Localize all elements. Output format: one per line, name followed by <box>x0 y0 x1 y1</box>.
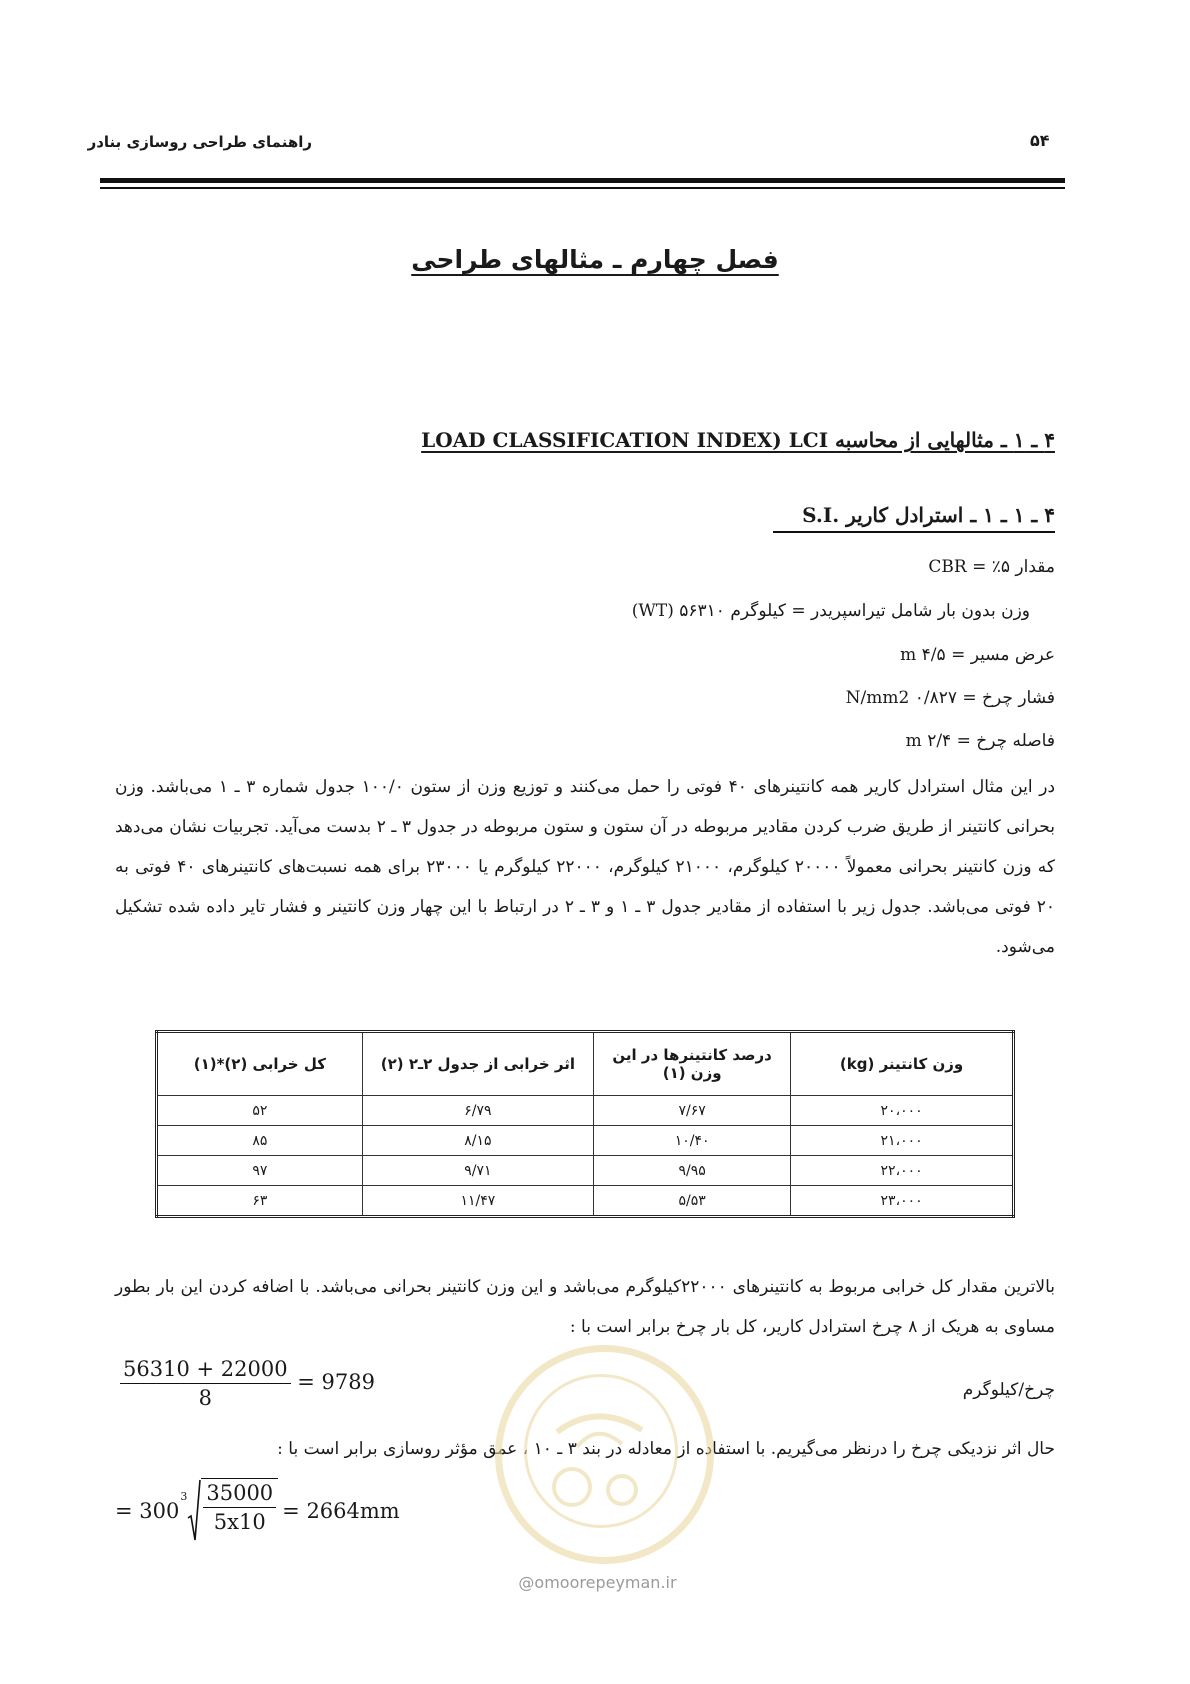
formula-depth-fraction <box>203 1481 276 1534</box>
section-title <box>421 428 1055 452</box>
table-cell: ۲۲،۰۰۰ <box>791 1156 1014 1186</box>
formula-depth-prefix: = 300 <box>115 1499 180 1523</box>
table-header-percent: درصد کانتینرها در این وزن (۱) <box>594 1032 791 1096</box>
param-wheel-spacing: فاصله چرخ = ۲/۴ m <box>905 731 1055 751</box>
page-number: ۵۴ <box>1030 131 1050 150</box>
formula-wheel-load-fraction <box>120 1357 291 1410</box>
table-cell: ۵۲ <box>157 1096 363 1126</box>
param-cbr: مقدار CBR = ٪۵ <box>928 557 1055 577</box>
table-cell: ۶۳ <box>157 1186 363 1217</box>
section-title-fa: ۴ ـ ۱ ـ مثالهایی از محاسبه <box>835 428 1055 452</box>
subsection-underline <box>773 531 1055 533</box>
table-header-damage-effect: اثر خرابی از جدول ۲ـ۲ (۲) <box>362 1032 593 1096</box>
table-row <box>157 1156 1014 1186</box>
formula-depth-result: = 2664mm <box>282 1499 400 1523</box>
table-row <box>157 1096 1014 1126</box>
formula-wheel-load <box>120 1357 375 1410</box>
body-paragraph-3: حال اثر نزدیکی چرخ را درنظر می‌گیریم. با استفاده از معادله در بند ۳ ـ ۱۰ ، عمق مؤثر روسازی برابر است با : <box>277 1439 1055 1459</box>
table-cell: ۹/۷۱ <box>362 1156 593 1186</box>
watermark-seal-icon <box>495 1345 714 1564</box>
subsection-title-en: S.I. <box>802 503 840 527</box>
formula-radical <box>187 1478 278 1544</box>
table-cell: ۲۰،۰۰۰ <box>791 1096 1014 1126</box>
param-track-width: عرض مسیر = ۴/۵ m <box>900 645 1055 665</box>
watermark-url: @omoorepeyman.ir <box>518 1573 677 1592</box>
formula-wheel-load-unit: چرخ/کیلوگرم <box>962 1380 1055 1400</box>
table-cell: ۲۱،۰۰۰ <box>791 1126 1014 1156</box>
table-cell: ۹/۹۵ <box>594 1156 791 1186</box>
table-cell: ۸۵ <box>157 1126 363 1156</box>
table-header-row <box>157 1032 1014 1096</box>
subsection-title <box>802 503 1055 527</box>
formula-root-index: 3 <box>180 1490 188 1503</box>
table-cell: ۷/۶۷ <box>594 1096 791 1126</box>
table-header-total-damage: کل خرابی (۲)*(۱) <box>157 1032 363 1096</box>
body-paragraph-1: در این مثال استرادل کاریر همه کانتینرهای ۴۰ فوتی را حمل می‌کنند و توزیع وزن از ستون ۱۰۰/۰ جدول شماره ۳ ـ ۱ می‌باشد. وزن بحرانی کانتینر از طریق ضرب کردن مقادیر مربوطه در آن ستون و ستون مربوطه در جدول ۳ ـ ۲ بدست می‌آید. تجربیات نشان می‌دهد که وزن کانتینر بحرانی معمولاً ۲۰۰۰۰ کیلوگرم، ۲۱۰۰۰ کیلوگرم، ۲۲۰۰۰ کیلوگرم یا ۲۳۰۰۰ برای همه نسبت‌های کانتینرهای ۴۰ فوتی به ۲۰ فوتی می‌باشد. جدول زیر با استفاده از مقادیر جدول ۳ ـ ۱ و ۳ ـ ۲ در ارتباط با این چهار وزن کانتینر و فشار تایر داده شده تشکیل می‌شود. <box>115 777 1056 957</box>
formula-depth-denominator: 5x10 <box>213 1510 266 1534</box>
section-title-en: LOAD CLASSIFICATION INDEX) LCI <box>421 428 829 452</box>
watermark-gear-icon <box>502 1352 693 1543</box>
table-row <box>157 1186 1014 1217</box>
body-paragraph-2: بالاترین مقدار کل خرابی مربوط به کانتینرهای ۲۲۰۰۰کیلوگرم می‌باشد و این وزن کانتینر بحرانی می‌باشد. با اضافه کردن این بار بطور مساوی به هریک از ۸ چرخ استرادل کاریر، کل بار چرخ برابر است با : <box>115 1277 1055 1337</box>
table-header-weight: وزن کانتینر (kg) <box>791 1032 1014 1096</box>
table-cell: ۹۷ <box>157 1156 363 1186</box>
table-cell: ۸/۱۵ <box>362 1126 593 1156</box>
table-row <box>157 1126 1014 1156</box>
running-header-title: راهنمای طراحی روسازی بنادر <box>87 133 312 151</box>
formula-wheel-load-result: = 9789 <box>297 1370 375 1394</box>
param-tyre-pressure: فشار چرخ = N/mm2 ۰/۸۲۷ <box>845 688 1055 708</box>
formula-radicand <box>201 1478 278 1544</box>
damage-table <box>155 1030 1015 1218</box>
radical-sign-icon <box>187 1478 201 1544</box>
header-rule-thin <box>100 187 1065 189</box>
table-cell: ۶/۷۹ <box>362 1096 593 1126</box>
table-cell: ۱۱/۴۷ <box>362 1186 593 1217</box>
header-rule-thick <box>100 178 1065 183</box>
formula-wheel-load-numerator: 56310 + 22000 <box>120 1357 291 1384</box>
param-weight: وزن بدون بار شامل تیراسپریدر = کیلوگرم ۵۶۳۱۰ (WT) <box>631 601 1030 621</box>
table-cell: ۵/۵۳ <box>594 1186 791 1217</box>
formula-depth-numerator: 35000 <box>203 1481 276 1508</box>
formula-pavement-depth <box>115 1478 400 1544</box>
table-cell: ۲۳،۰۰۰ <box>791 1186 1014 1217</box>
subsection-title-fa: ۴ ـ ۱ ـ ۱ ـ استرادل کاریر <box>846 503 1055 527</box>
chapter-title: فصل چهارم ـ مثالهای طراحی <box>411 245 779 274</box>
formula-wheel-load-denominator: 8 <box>198 1386 212 1410</box>
table-cell: ۱۰/۴۰ <box>594 1126 791 1156</box>
